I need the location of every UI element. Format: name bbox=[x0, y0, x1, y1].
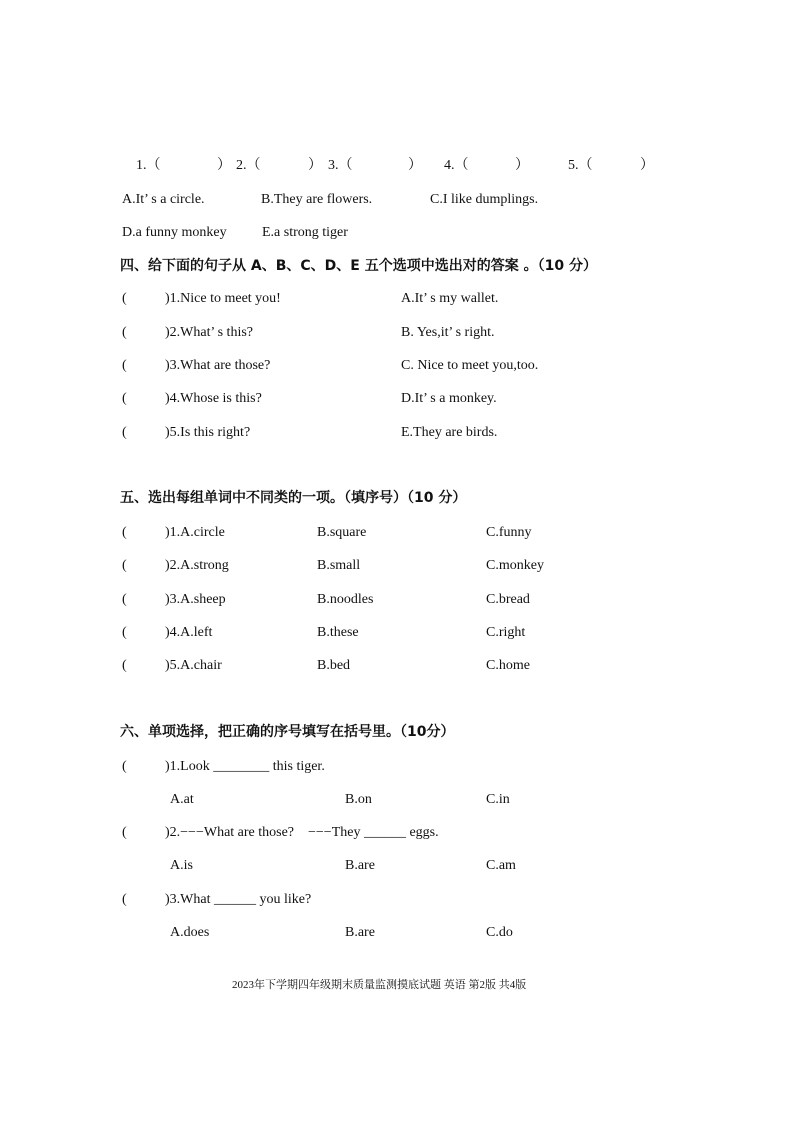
answer-paren: ( bbox=[122, 759, 127, 774]
word-option-b: B.square bbox=[317, 525, 367, 540]
section-5-heading: 五、选出每组单词中不同类的一项。（填序号）（10 分） bbox=[120, 490, 467, 506]
choice-c: C.in bbox=[486, 792, 510, 807]
word-option-b: B.small bbox=[317, 558, 361, 573]
listening-option-c: C.I like dumplings. bbox=[430, 192, 539, 207]
blank-1-close: ） bbox=[217, 158, 231, 173]
answer-paren: ( bbox=[122, 592, 127, 607]
question-text: )2.What’ s this? bbox=[165, 325, 253, 340]
choice-c: C.am bbox=[486, 858, 516, 873]
blank-2-open: 2.（ bbox=[236, 158, 261, 173]
word-option-c: C.home bbox=[486, 658, 530, 673]
choice-b: B.on bbox=[345, 792, 372, 807]
word-option-b: B.bed bbox=[317, 658, 351, 673]
question-text: )3.What are those? bbox=[165, 358, 271, 373]
answer-paren: ( bbox=[122, 358, 127, 373]
answer-paren: ( bbox=[122, 325, 127, 340]
answer-paren: ( bbox=[122, 425, 127, 440]
blank-3-open: 3.（ bbox=[328, 158, 353, 173]
question-text: )5.Is this right? bbox=[165, 425, 251, 440]
listening-option-e: E.a strong tiger bbox=[262, 225, 348, 240]
answer-paren: ( bbox=[122, 525, 127, 540]
choice-b: B.are bbox=[345, 925, 375, 940]
question-text: )4.Whose is this? bbox=[165, 391, 262, 406]
word-option-b: B.noodles bbox=[317, 592, 374, 607]
word-option-b: B.these bbox=[317, 625, 359, 640]
question-stem: )2.−−−What are those? −−−They ______ eggs. bbox=[165, 825, 439, 840]
blank-4-open: 4.（ bbox=[444, 158, 469, 173]
question-text: )1.Nice to meet you! bbox=[165, 291, 281, 306]
page-footer: 2023年下学期四年级期末质量监测摸底试题 英语 第2版 共4版 bbox=[232, 979, 527, 991]
blank-5-close: ） bbox=[640, 158, 654, 173]
listening-option-a: A.It’ s a circle. bbox=[122, 192, 205, 207]
answer-option: B. Yes,it’ s right. bbox=[401, 325, 495, 340]
answer-option: D.It’ s a monkey. bbox=[401, 391, 497, 406]
blank-5-open: 5.（ bbox=[568, 158, 593, 173]
answer-option: A.It’ s my wallet. bbox=[401, 291, 499, 306]
answer-paren: ( bbox=[122, 391, 127, 406]
blank-1-open: 1.（ bbox=[136, 158, 161, 173]
choice-a: A.at bbox=[170, 792, 194, 807]
question-stem: )1.Look ________ this tiger. bbox=[165, 759, 325, 774]
question-stem: )3.What ______ you like? bbox=[165, 892, 312, 907]
word-option-c: C.right bbox=[486, 625, 526, 640]
word-option-a: )3.A.sheep bbox=[165, 592, 226, 607]
answer-option: C. Nice to meet you,too. bbox=[401, 358, 539, 373]
word-option-a: )1.A.circle bbox=[165, 525, 225, 540]
word-option-a: )4.A.left bbox=[165, 625, 213, 640]
blank-3-close: ） bbox=[408, 158, 422, 173]
answer-paren: ( bbox=[122, 291, 127, 306]
section-6-heading: 六、单项选择，把正确的序号填写在括号里。（10分） bbox=[120, 724, 455, 740]
word-option-c: C.bread bbox=[486, 592, 530, 607]
answer-paren: ( bbox=[122, 892, 127, 907]
answer-paren: ( bbox=[122, 825, 127, 840]
section-4-heading: 四、给下面的句子从 A、B、C、D、E 五个选项中选出对的答案 。（10 分） bbox=[120, 258, 597, 274]
blank-4-close: ） bbox=[515, 158, 529, 173]
word-option-c: C.funny bbox=[486, 525, 532, 540]
choice-a: A.does bbox=[170, 925, 210, 940]
answer-paren: ( bbox=[122, 658, 127, 673]
blank-2-close: ） bbox=[308, 158, 322, 173]
listening-option-b: B.They are flowers. bbox=[261, 192, 373, 207]
word-option-c: C.monkey bbox=[486, 558, 544, 573]
word-option-a: )5.A.chair bbox=[165, 658, 222, 673]
listening-option-d: D.a funny monkey bbox=[122, 225, 227, 240]
answer-option: E.They are birds. bbox=[401, 425, 498, 440]
choice-b: B.are bbox=[345, 858, 375, 873]
choice-a: A.is bbox=[170, 858, 193, 873]
answer-paren: ( bbox=[122, 625, 127, 640]
answer-paren: ( bbox=[122, 558, 127, 573]
word-option-a: )2.A.strong bbox=[165, 558, 229, 573]
choice-c: C.do bbox=[486, 925, 513, 940]
